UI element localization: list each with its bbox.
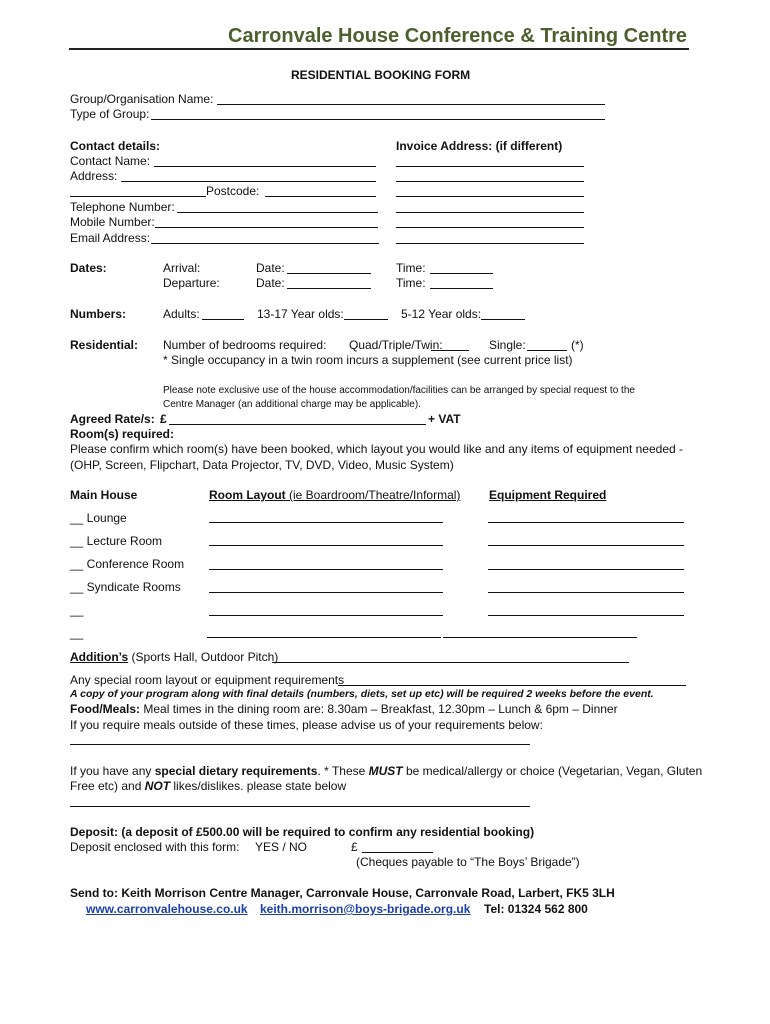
layout-field-lounge[interactable] [209,522,443,523]
equipment-field-syndicate[interactable] [488,592,684,593]
equipment-field-lecture[interactable] [488,545,684,546]
departure-date-field[interactable] [287,288,371,289]
deposit-yes-no[interactable]: YES / NO [255,840,308,854]
invoice-line-3[interactable] [396,196,584,197]
group-name-label: Group/Organisation Name: [70,92,214,106]
dietary-must: MUST [368,764,403,778]
dietary-field[interactable] [70,806,530,807]
additions-label [70,650,278,664]
address-label: Address: [70,169,118,183]
send-to-address: Send to: Keith Morrison Centre Manager, Carronvale House, Carronvale Road, Larbert, FK5 3LH [70,886,615,900]
dietary-intro: If you have any [70,764,155,778]
room-row-other-1: __ [70,603,84,617]
dietary-requirements-bold: special dietary requirements [154,764,318,778]
dates-label: Dates: [70,261,107,275]
dietary-free: Free etc) and [70,779,145,793]
deposit-currency: £ [351,840,358,854]
equipment-field-lounge[interactable] [488,522,684,523]
dietary-these: . * These [317,764,369,778]
equipment-field-conference[interactable] [488,569,684,570]
departure-date-label: Date: [256,276,285,290]
single-label: Single: [489,338,526,352]
agreed-rate-field[interactable] [169,424,426,425]
meals-requirements-field[interactable] [70,744,530,745]
email-label: Email Address: [70,231,151,245]
equipment-field-other-2[interactable] [443,637,637,638]
departure-time-label: Time: [396,276,426,290]
invoice-line-2[interactable] [396,181,584,182]
room-layout-header [209,488,460,502]
invoice-line-6[interactable] [396,243,584,244]
dietary-not: NOT [144,779,171,793]
dietary-text-2 [70,779,346,793]
telephone-label: Telephone Number: [70,200,175,214]
food-label: Food/Meals: [70,702,141,716]
dietary-state: likes/dislikes. please state below [170,779,347,793]
deposit-amount-field[interactable] [362,852,433,853]
adults-field[interactable] [202,319,244,320]
invoice-line-1[interactable] [396,166,584,167]
agreed-rate-label: Agreed Rate/s: [70,412,155,426]
layout-field-lecture[interactable] [209,545,443,546]
group-type-field[interactable] [151,119,605,120]
main-house-header: Main House [70,488,138,502]
additions-label-hint: (Sports Hall, Outdoor Pitch) [128,650,279,664]
departure-label: Departure: [163,276,220,290]
single-supplement-note: * Single occupancy in a twin room incurs a supplement (see current price list) [163,353,573,367]
room-layout-header-label: Room Layout [209,488,286,502]
contact-name-label: Contact Name: [70,154,151,168]
mobile-label: Mobile Number: [70,215,155,229]
cheques-note: (Cheques payable to “The Boys’ Brigade”) [356,855,580,869]
arrival-date-label: Date: [256,261,285,275]
departure-time-field[interactable] [430,288,493,289]
arrival-time-field[interactable] [430,273,493,274]
deposit-enclosed-label: Deposit enclosed with this form: [70,840,240,854]
single-note-mark: (*) [571,338,584,352]
email-field[interactable] [151,243,379,244]
layout-field-syndicate[interactable] [209,592,443,593]
vat-label: + VAT [428,412,461,426]
centre-title: Carronvale House Conference & Training Centre [228,25,688,47]
equipment-field-other-1[interactable] [488,615,684,616]
meals-outside-text: If you require meals outside of these times, please advise us of your requirements below: [70,718,543,732]
children-label: 5-12 Year olds: [401,307,482,321]
exclusive-use-note-2: Centre Manager (an additional charge may be applicable). [163,399,421,410]
special-layout-field[interactable] [338,685,686,686]
room-row-lounge: __ Lounge [70,511,127,525]
email-link[interactable]: keith.morrison@boys-brigade.org.uk [260,902,471,916]
room-row-syndicate: __ Syndicate Rooms [70,580,181,594]
header-divider [69,48,689,50]
rooms-confirm-text-2: (OHP, Screen, Flipchart, Data Projector, TV, DVD, Video, Music System) [70,458,454,472]
contact-name-field[interactable] [154,166,376,167]
room-row-conference: __ Conference Room [70,557,185,571]
bedrooms-label: Number of bedrooms required: [163,338,327,352]
deposit-heading: Deposit: (a deposit of £500.00 will be required to confirm any residential booking) [70,825,535,839]
arrival-time-label: Time: [396,261,426,275]
exclusive-use-note-1: Please note exclusive use of the house accommodation/facilities can be arranged by special request to the [163,385,635,396]
children-field[interactable] [481,319,525,320]
food-line [70,702,618,716]
quad-label: Quad/Triple/Twin: [349,338,443,352]
meal-times-text: Meal times in the dining room are: 8.30am – Breakfast, 12.30pm – Lunch & 6pm – Dinner [140,702,618,716]
rooms-required-label: Room(s) required: [70,427,175,441]
dietary-text-1 [70,764,702,778]
address-field-1[interactable] [121,181,376,182]
invoice-heading: Invoice Address: (if different) [396,139,563,153]
single-field[interactable] [527,350,567,351]
room-layout-header-hint: (ie Boardroom/Theatre/Informal) [285,488,461,502]
postcode-label: Postcode: [206,184,260,198]
form-title: RESIDENTIAL BOOKING FORM [291,68,471,82]
layout-field-other-2[interactable] [207,637,441,638]
teens-label: 13-17 Year olds: [257,307,344,321]
invoice-line-4[interactable] [396,212,584,213]
additions-field[interactable] [272,662,629,663]
arrival-date-field[interactable] [287,273,371,274]
numbers-label: Numbers: [70,307,127,321]
postcode-field[interactable] [265,196,376,197]
additions-label-title: Addition’s [70,650,129,664]
room-row-lecture: __ Lecture Room [70,534,163,548]
teens-field[interactable] [344,319,388,320]
adults-label: Adults: [163,307,200,321]
contact-heading: Contact details: [70,139,161,153]
room-row-other-2: __ [70,626,84,640]
telephone-number: Tel: 01324 562 800 [484,902,588,916]
quad-field[interactable] [431,350,469,351]
mobile-field[interactable] [155,227,378,228]
address-field-2[interactable] [70,196,206,197]
group-type-label: Type of Group: [70,107,150,121]
residential-label: Residential: [70,338,139,352]
telephone-field[interactable] [177,212,378,213]
layout-field-conference[interactable] [209,569,443,570]
dietary-choice: be medical/allergy or choice (Vegetarian, Vegan, Gluten [402,764,703,778]
program-note: A copy of your program along with final details (numbers, diets, set up etc) will be required 2 weeks before the event. [70,688,654,700]
website-link[interactable]: www.carronvalehouse.co.uk [86,902,248,916]
group-name-field[interactable] [217,104,605,105]
rooms-confirm-text-1: Please confirm which room(s) have been booked, which layout you would like and any items of equipment needed - [70,442,684,456]
invoice-line-5[interactable] [396,227,584,228]
arrival-label: Arrival: [163,261,201,275]
layout-field-other-1[interactable] [209,615,443,616]
rate-currency: £ [160,412,167,426]
equipment-header: Equipment Required [489,488,607,502]
special-layout-label: Any special room layout or equipment requirements [70,673,345,687]
